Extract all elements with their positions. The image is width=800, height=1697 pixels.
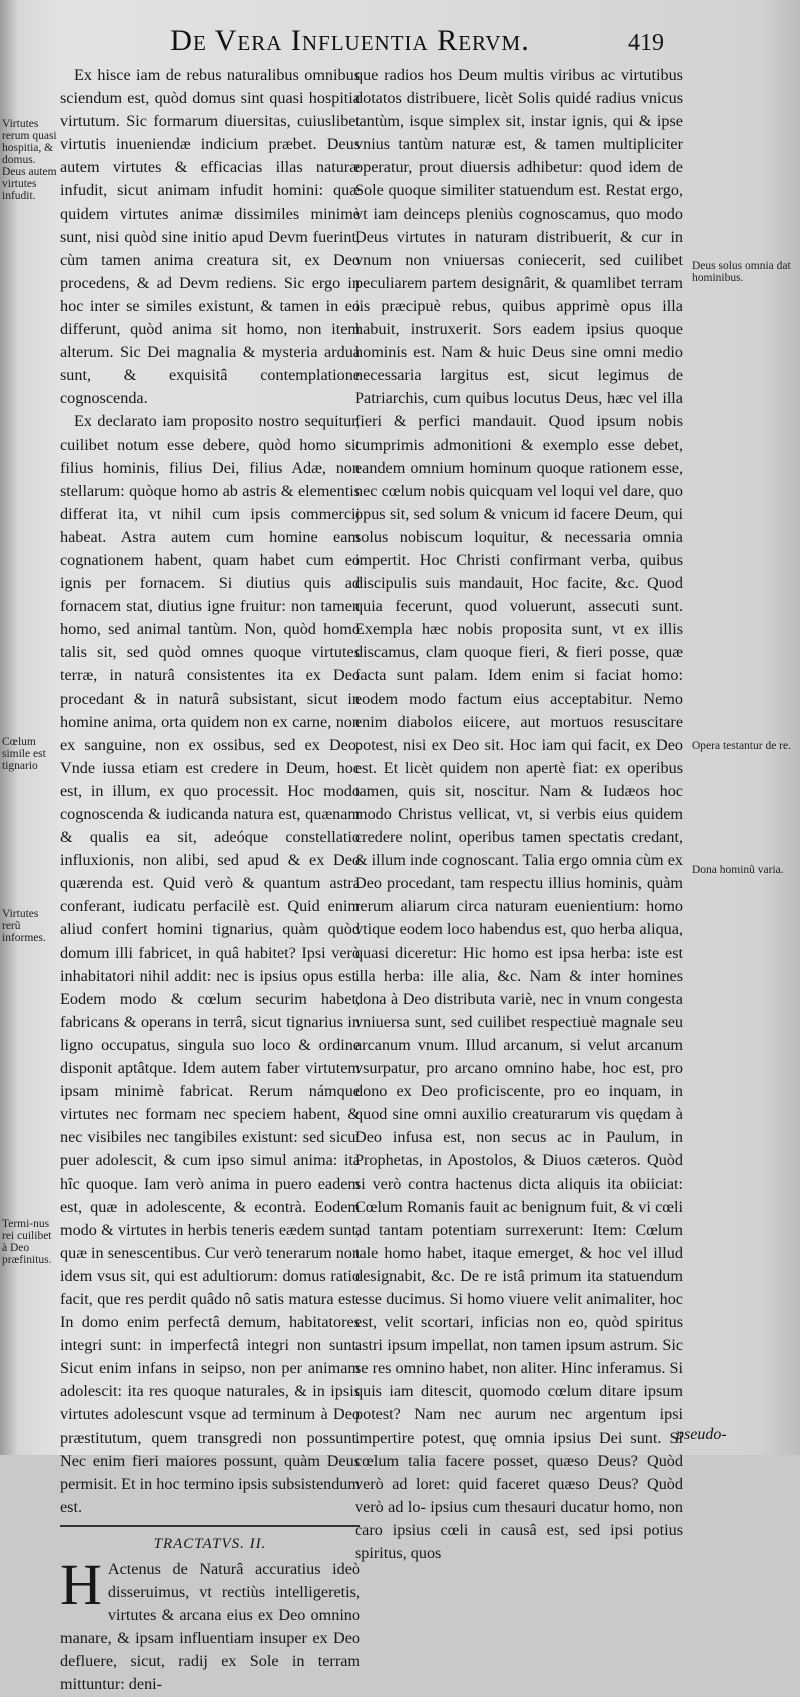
paragraph-left-3-text: Actenus de Naturâ accuratius ideò disseruimus, vt rectiùs intelligeretis, virtutes & arcana eius ex Deo omnino manare, & ipsam influentiam insuper ex Deo defluere, sicut, radij ex Sole in terram mittuntur: deni- bbox=[60, 1560, 360, 1694]
drop-cap: H bbox=[60, 1552, 102, 1617]
marginal-note-left-4: Termi-nus rei cuilibet à Deo præfinitus. bbox=[2, 1218, 52, 1266]
right-text-column bbox=[355, 64, 683, 1565]
paragraph-left-1: Ex hisce iam de rebus naturalibus omnibus sciendum est, quòd domus sint quasi hospitia virtutum. Sic formarum diuersitas, cuiuslibet virtutis inueniendæ indicium præbet. Deus autem virtutes & efficacias illas naturæ infudit, sicut animam infudit homini: quæ quidem virtutes animæ dissimiles minimè sunt, nisi quòd sine initio apud Devm fuerint, cùm tamen anima creatura sit, ex Deo procedens, & ad Devm rediens. Sic ergo in hoc inter se similes existunt, & tamen in eo differunt, quòd anima sit homo, non item alterum. Sic Dei magnalia & mysteria ardua sunt, & exquisitâ contemplatione cognoscenda. bbox=[60, 66, 360, 408]
tractatus-heading: TRACTATVS. II. bbox=[153, 1535, 267, 1552]
paragraph-right-1: que radios hos Deum multis viribus ac virtutibus dotatos distribuere, licèt Solis quidé radius vnicus tantùm, isque simplex sit, instar ignis, qui & ipse vnius tantùm naturæ est, & tamen multipliciter operatur, prout diuersis adhibetur: quod idem de Sole quoque similiter statuendum est. Restat ergo, vt iam deinceps pleniùs cognoscamus, quo modo Deus virtutes in naturam distribuerit, & cur in vnum non vniuersas coniecerit, sed cuilibet peculiarem partem designârit, & quamlibet terram iis præcipuè rebus, quibus apprimè opus illa habuit, instruxerit. Sors eadem ipsius quoque hominis est. Nam & huic Deus sine omni medio necessaria largitus est, sicut legimus de Patriarchis, cum quibus locutus Deus, hæc vel illa fieri & perfici mandauit. Quod ipsum nobis cumprimis admonitioni & exemplo esse debet, eandem omnium hominum quoque rationem esse, nec cœlum nobis quicquam vel loqui vel dare, quo opus sit, sed solum & vnicum id facere Deum, qui solus nobiscum loquitur, & necessaria omnia impertit. Hoc Christi confirmant verba, quibus discipulis suis mandauit, Hoc facite, &c. Quod quia fecerunt, quod voluerunt, assecuti sunt. Exempla hæc nobis proposita sunt, vt ex illis discamus, clam quoque fieri, & fieri posse, quæ facta sunt palam. Idem enim si faciat homo: eodem modo factum eius acceptabitur. Nemo enim diabolos eiicere, aut mortuos resuscitare potest, nisi ex Deo sit. Hoc iam qui facit, ex Deo est. Et licèt quidem non apertè fiat: ex operibus tamen, quis sit, noscitur. Nam & Iudæos hoc modo Christus vellicat, vt, si verbis eius quidem credere nolint, operibus tamen spectatis credant, & illum inde cognoscant. Talia ergo omnia cùm ex Deo procedant, tam respectu illius hominis, quàm rerum aliarum circa naturam euenientium: homo vtique eodem loco habendus est, quo herba aliqua, quasi diceretur: Hic homo est ipsa herba: iste est illa herba: ille alia, &c. Nam & inter homines dona à Deo distributa variè, nec in vnum congesta vniuersa sunt, sed cuilibet respectiuè magnale seu arcanum vnum. Illud arcanum, si velut arcanum vsurpatur, pro arcano omnino habe, hoc est, pro dono ex Deo proficiscente, pro eo inquam, in quod sine omni auxilio creaturarum vis quędam à Deo infusa est, non secus ac in Paulum, in Prophetas, in Apostolos, & Diuos cæteros. Quòd si verò contra hactenus dicta aliquis ita obiiciat: Cœlum Romanis fauit ac benignum fuit, & vi cœli ad tantam potentiam surrexerunt: Item: Cœlum tale homo habet, itaque emerget, & hoc vel illud designabit, &c. De re istâ primum ita statuendum esse ducimus. Si homo viuere velit animaliter, hoc est, velit scortari, inficias non eo, quòd spiritus astri ipsum impellat, non tamen ipsum astrum. Sic se res omnino habet, non aliter. Hinc inferamus. Si quis iam ditescit, quomodo cœlum ditare ipsum potest? Nam nec aurum nec argentum ipsi impertire potest, quę omnia ipsius Dei sunt. Si cœlum talia facere posset, quæso Deus? Quòd verò ad loret: quid faceret quæso Deus? Quòd verò ad lo- ipsius cum thesauri ducatur homo, non caro ipsius cœli in causâ est, sed ipsi potius spiritus, quos bbox=[355, 66, 683, 1562]
paragraph-left-2: Ex declarato iam proposito nostro sequitur, cuilibet notum esse debere, quòd homo sit filius hominis, filius Dei, filius Adæ, non stellarum: quòque homo ab astris & elementis differat ita, vt nihil cum ipsis commercij habeat. Astra autem cum homine eam cognationem habent, quam habet cum eo ignis per fornacem. Si diutius quis ad fornacem stat, diutius igne fruitur: non tamen homo, sed animal tantùm. Non, quòd homo talis sit, sed quòd omnes quoque virtutes terræ, in naturâ consistentes ita ex Deo procedant & in naturâ subsistant, sicut in homine anima, orta quidem non ex carne, non ex sanguine, non ex ossibus, sed ex Deo. Vnde iussa etiam est credere in Deum, hoc est, in illum, ex quo processit. Hoc modo cognoscenda & iudicanda natura est, quænam & qualis ea sit, adeóque constellatio influxionis, non alibi, sed apud & ex Deo quærenda est. Quid verò & quantum astra conferant, iudicatu perfacilè est. Quid enim aliud confert homini tignarius, quàm quòd domum illi fabricet, in quâ habitet? Ipsi verò inhabitatori nihil addit: nec is ipsius opus est. Eodem modo & cœlum securim habet, fabricans & operans in terrâ, sicut tignarius in ligno occupatus, singula suo loco & ordine disponit aptâtque. Idem autem faber virtutem ipsam minimè fabricat. Rerum námque virtutes nec formam nec speciem habent, & nec visibiles nec tangibiles existunt: sed sicut puer adolescit, & cum ipso simul anima: ita hîc quoque. Iam verò anima in puero eadem est, quæ in adolescente, & econtrà. Eodem modo & virtutes in herbis teneris eædem sunt, quæ in senescentibus. Cur verò tenerarum non idem vsus sit, qui est adultiorum: domus ratio facit, que res perdit quâdo nô satis matura est. In domo enim perfectâ demum, habitatores integri sunt: in imperfectâ integri non sunt. Sicut enim infans in seipso, non per animam adolescit: ita res quoque naturales, & in ipsis virtutes adolescunt vsque ad terminum à Deo præstitutum, quem transgredi non possunt. Nec enim fieri maiores possunt, quàm Deus permisit. Et in hoc termino ipsis subsistendum est. bbox=[60, 412, 360, 1516]
marginal-note-right-2: Opera testantur de re. bbox=[692, 740, 791, 752]
marginal-note-left-3: Virtutes rerũ informes. bbox=[2, 908, 46, 944]
marginal-note-right-3: Dona hominũ varia. bbox=[692, 864, 784, 876]
marginal-note-left-2: Cœlum simile est tignario bbox=[2, 736, 46, 772]
page-number: 419 bbox=[628, 30, 664, 56]
running-head: De Vera Influentia Rervm. bbox=[170, 24, 530, 57]
paragraph-left-3 bbox=[60, 1552, 360, 1697]
catchword: pseudo- bbox=[676, 1426, 727, 1443]
marginal-note-right-1: Deus solus omnia dat hominibus. bbox=[692, 260, 791, 284]
section-rule bbox=[60, 1525, 360, 1527]
left-text-column bbox=[60, 64, 360, 1697]
marginal-note-left-1: Virtutes rerum quasi hospitia, & domus. Deus autem virtutes infudit. bbox=[2, 118, 57, 202]
